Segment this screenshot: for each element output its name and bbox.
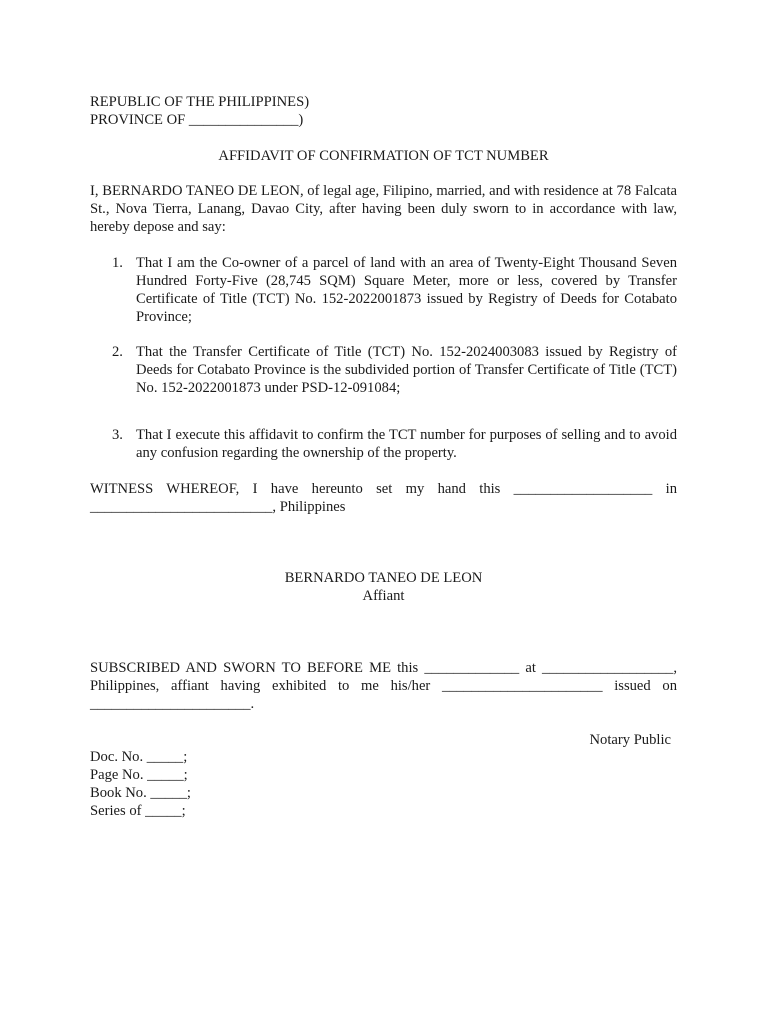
list-item-number: 1. xyxy=(112,255,123,271)
registry-doc-no: Doc. No. _____; xyxy=(90,749,188,765)
list-item xyxy=(90,426,677,462)
jurat-line-2: Philippines, affiant having exhibited to me his/her ______________________ issued on xyxy=(90,678,677,694)
registry-series: Series of _____; xyxy=(90,803,186,819)
list-item-number: 3. xyxy=(112,427,123,443)
list-item-number: 2. xyxy=(112,344,123,360)
notarial-registry xyxy=(90,748,677,820)
notary-public-label: Notary Public xyxy=(589,732,671,748)
jurat-line-1: SUBSCRIBED AND SWORN TO BEFORE ME this _____________ at __________________, xyxy=(90,660,677,676)
venue-header xyxy=(90,93,677,129)
list-item-text: That I execute this affidavit to confirm the TCT number for purposes of selling and to avoid any confusion regarding the ownership of the property. xyxy=(136,427,677,461)
list-item xyxy=(90,343,677,397)
list-item xyxy=(90,254,677,326)
venue-province: PROVINCE OF _______________) xyxy=(90,112,304,128)
affiant-name: BERNARDO TANEO DE LEON xyxy=(284,570,483,586)
witness-line-1: WITNESS WHEREOF, I have hereunto set my hand this ___________________ in xyxy=(90,481,677,497)
jurat-paragraph xyxy=(90,659,677,713)
witness-paragraph xyxy=(90,480,677,516)
list-item-text: That I am the Co-owner of a parcel of land with an area of Twenty-Eight Thousand Seven Hundred Forty-Five (28,745 SQM) Square Meter, more or less, covered by Transfer Certificate of Title (TCT) No. 152-2022001873 issued by Registry of Deeds for Cotabato Province; xyxy=(136,255,677,325)
document-title: AFFIDAVIT OF CONFIRMATION OF TCT NUMBER xyxy=(218,148,549,164)
affiant-signature-block xyxy=(90,569,677,605)
jurat-line-3: ______________________. xyxy=(90,696,255,712)
intro-paragraph: I, BERNARDO TANEO DE LEON, of legal age, Filipino, married, and with residence at 78 Falcata St., Nova Tierra, Lanang, Davao City, after having been duly sworn to in accordance with law, hereby depose and say: xyxy=(90,183,677,235)
venue-republic: REPUBLIC OF THE PHILIPPINES) xyxy=(90,94,310,110)
registry-book-no: Book No. _____; xyxy=(90,785,191,801)
registry-page-no: Page No. _____; xyxy=(90,767,188,783)
witness-line-2: _________________________, Philippines xyxy=(90,499,346,515)
list-item-text: That the Transfer Certificate of Title (TCT) No. 152-2024003083 issued by Registry of Deeds for Cotabato Province is the subdivided portion of Transfer Certificate of Title (TCT) No. 152-2022001873 under PSD-12-091084; xyxy=(136,344,677,396)
affiant-role: Affiant xyxy=(362,588,405,604)
